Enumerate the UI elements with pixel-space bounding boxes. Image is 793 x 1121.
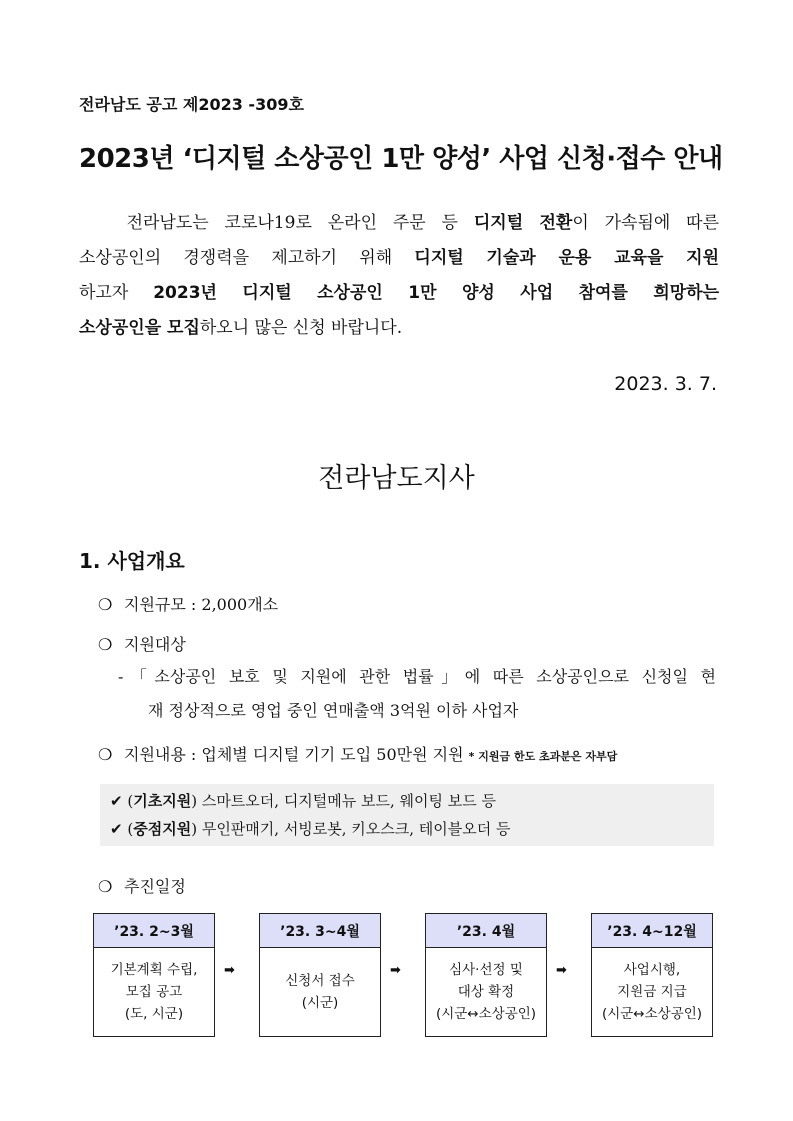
document-title: 2023년 ‘디지털 소상공인 1만 양성’ 사업 신청·접수 안내 — [79, 144, 723, 174]
right-arrow-icon: ➡ — [390, 963, 401, 978]
intro-line-3: 하고자 2023년 디지털 소상공인 1만 양성 사업 참여를 희망하는 — [79, 283, 720, 303]
schedule-stage-2 — [259, 913, 381, 1037]
right-arrow-icon: ➡ — [556, 963, 567, 978]
stage-description: 기본계획 수립, 모집 공고 (도, 시군) — [110, 962, 198, 1022]
issuing-organization: 전라남도지사 — [318, 463, 475, 494]
intro-line-1: 전라남도는 코로나19로 온라인 주문 등 디지털 전환이 가속됨에 따른 — [126, 213, 719, 233]
support-details-box — [100, 784, 714, 846]
notice-date: 2023. 3. 7. — [614, 373, 717, 395]
stage-period: ’23. 2~3월 — [94, 914, 214, 948]
circle-bullet-icon: ❍ — [98, 745, 113, 764]
stage-period: ’23. 4~12월 — [592, 914, 712, 948]
support-scale: ❍ 지원규모 : 2,000개소 — [98, 595, 279, 614]
circle-bullet-icon: ❍ — [98, 877, 113, 896]
section-heading: 1. 사업개요 — [79, 549, 185, 573]
intro-line-2: 소상공인의 경쟁력을 제고하기 위해 디지털 기술과 운용 교육을 지원 — [79, 248, 719, 268]
focus-support-item: ✔ (중점지원) 무인판매기, 서빙로봇, 키오스크, 테이블오더 등 — [110, 820, 511, 838]
target-description-line-1: -「소상공인 보호 및 지원에 관한 법률」에 따른 소상공인으로 신청일 현 — [118, 667, 716, 686]
support-target: ❍ 지원대상 — [98, 635, 186, 654]
checkmark-icon: ✔ — [110, 792, 123, 810]
basic-support-item: ✔ (기초지원) 스마트오더, 디지털메뉴 보드, 웨이팅 보드 등 — [110, 792, 497, 810]
stage-period: ’23. 4월 — [426, 914, 546, 948]
stage-description: 심사·선정 및 대상 확정 (시군↔소상공인) — [435, 962, 537, 1022]
target-description-line-2: 재 정상적으로 영업 중인 연매출액 3억원 이하 사업자 — [148, 701, 519, 720]
support-content: ❍ 지원내용 : 업체별 디지털 기기 도입 50만원 지원 * 지원금 한도 초과분은 자부담 — [98, 745, 618, 764]
stage-period: ’23. 3~4월 — [260, 914, 380, 948]
checkmark-icon: ✔ — [110, 820, 123, 838]
intro-paragraph — [79, 206, 719, 346]
circle-bullet-icon: ❍ — [98, 595, 113, 614]
circle-bullet-icon: ❍ — [98, 635, 113, 654]
stage-description: 신청서 접수 (시군) — [285, 973, 355, 1011]
schedule-stage-1 — [93, 913, 215, 1037]
schedule-stage-4 — [591, 913, 713, 1037]
right-arrow-icon: ➡ — [224, 963, 235, 978]
schedule-heading: ❍ 추진일정 — [98, 877, 186, 896]
intro-line-4: 소상공인을 모집하오니 많은 신청 바랍니다. — [79, 318, 403, 338]
schedule-stage-3 — [425, 913, 547, 1037]
self-pay-note: * 지원금 한도 초과분은 자부담 — [468, 750, 618, 763]
stage-description: 사업시행, 지원금 지급 (시군↔소상공인) — [601, 962, 703, 1022]
notice-number: 전라남도 공고 제2023 -309호 — [79, 95, 304, 114]
